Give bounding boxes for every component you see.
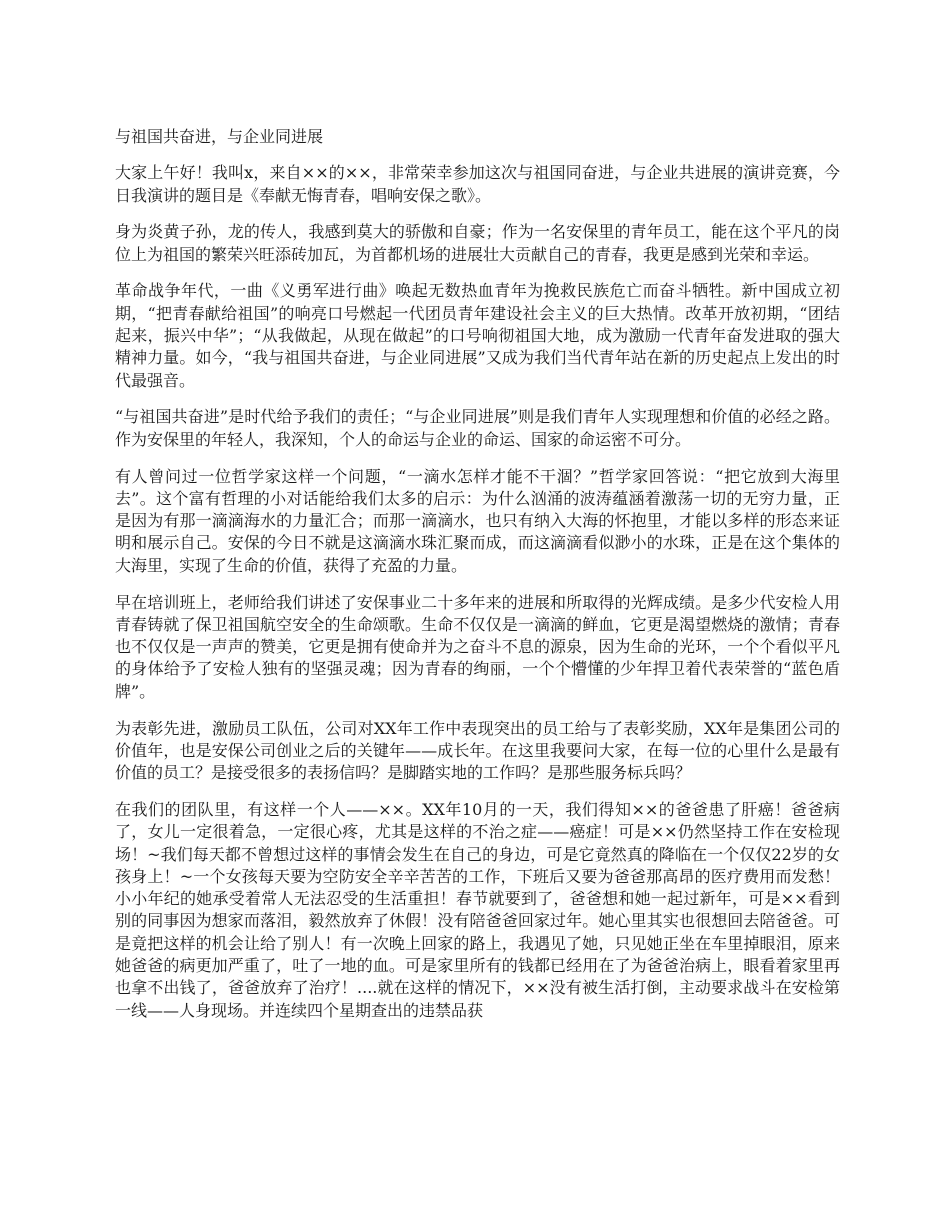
paragraph-history: 革命战争年代，一曲《义勇军进行曲》唤起无数热血青年为挽救民族危亡而奋斗牺牲。新中国成立初期，“把青春献给祖国”的响亮口号燃起一代团员青年建设社会主义的巨大热情。改革开放初期，“团结起来，振兴中华”；“从我做起，从现在做起”的口号响彻祖国大地，成为激励一代青年奋发进取的强大精神力量。如今，“我与祖国共奋进，与企业同进展”又成为我们当代青年站在新的历史起点上发出的时代最强音。 [115, 281, 840, 390]
document-title: 与祖国共奋进，与企业同进展 [115, 127, 324, 146]
paragraph-responsibility: “与祖国共奋进”是时代给予我们的责任；“与企业同进展”则是我们青年人实现理想和价值的必经之路。作为安保里的年轻人，我深知，个人的命运与企业的命运、国家的命运密不可分。 [115, 407, 840, 449]
document-body [115, 126, 840, 1036]
paragraph-pride: 身为炎黄子孙，龙的传人，我感到莫大的骄傲和自豪；作为一名安保里的青年员工，能在这个平凡的岗位上为祖国的繁荣兴旺添砖加瓦，为首都机场的进展壮大贡献自己的青春，我更是感到光荣和幸运。 [115, 222, 840, 264]
paragraph-commendation: 为表彰先进，激励员工队伍，公司对XX年工作中表现突出的员工给与了表彰奖励，XX年是集团公司的价值年，也是安保公司创业之后的关键年——成长年。在这里我要问大家，在每一位的心里什么是最有价值的员工？是接受很多的表扬信吗？是脚踏实地的工作吗？是那些服务标兵吗？ [115, 718, 840, 783]
paragraph-philosopher: 有人曾问过一位哲学家这样一个问题，“一滴水怎样才能不干涸？”哲学家回答说：“把它放到大海里去”。这个富有哲理的小对话能给我们太多的启示：为什么汹涌的波涛蕴涵着激荡一切的无穷力量，正是因为有那一滴滴海水的力量汇合；而那一滴滴水，也只有纳入大海的怀抱里，才能以多样的形态来证明和展示自己。安保的今日不就是这滴滴水珠汇聚而成，而这滴滴看似渺小的水珠，正是在这个集体的大海里，实现了生命的价值，获得了充盈的力量。 [115, 466, 840, 575]
paragraph-greeting: 大家上午好！我叫x，来自××的××，非常荣幸参加这次与祖国同奋进，与企业共进展的演讲竞赛，今日我演讲的题目是《奉献无悔青春，唱响安保之歌》。 [115, 163, 840, 205]
paragraph-training: 早在培训班上，老师给我们讲述了安保事业二十多年来的进展和所取得的光辉成绩。是多少代安检人用青春铸就了保卫祖国航空安全的生命颂歌。生命不仅仅是一滴滴的鲜血，它更是渴望燃烧的激情；青春也不仅仅是一声声的赞美，它更是拥有使命并为之奋斗不息的源泉，因为生命的光环，一个个看似平凡的身体给予了安检人独有的坚强灵魂；因为青春的绚丽，一个个懵懂的少年捍卫着代表荣誉的“蓝色盾牌”。 [115, 592, 840, 701]
paragraph-story: 在我们的团队里，有这样一个人——××。XX年10月的一天，我们得知××的爸爸患了肝癌！爸爸病了，女儿一定很着急，一定很心疼，尤其是这样的不治之症——癌症！可是××仍然坚持工作在安检现场！~我们每天都不曾想过这样的事情会发生在自己的身边，可是它竟然真的降临在一个仅仅22岁的女孩身上！~一个女孩每天要为空防安全辛辛苦苦的工作，下班后又要为爸爸那高昂的医疗费用而发愁！小小年纪的她承受着常人无法忍受的生活重担！春节就要到了，爸爸想和她一起过新年，可是××看到别的同事因为想家而落泪，毅然放弃了休假！没有陪爸爸回家过年。她心里其实也很想回去陪爸爸。可是竟把这样的机会让给了别人！有一次晚上回家的路上，我遇见了她，只见她正坐在车里掉眼泪，原来她爸爸的病更加严重了，吐了一地的血。可是家里所有的钱都已经用在了为爸爸治病上，眼看着家里再也拿不出钱了，爸爸放弃了治疗！....就在这样的情况下，××没有被生活打倒，主动要求战斗在安检第一线——人身现场。并连续四个星期查出的违禁品获 [115, 799, 840, 1020]
